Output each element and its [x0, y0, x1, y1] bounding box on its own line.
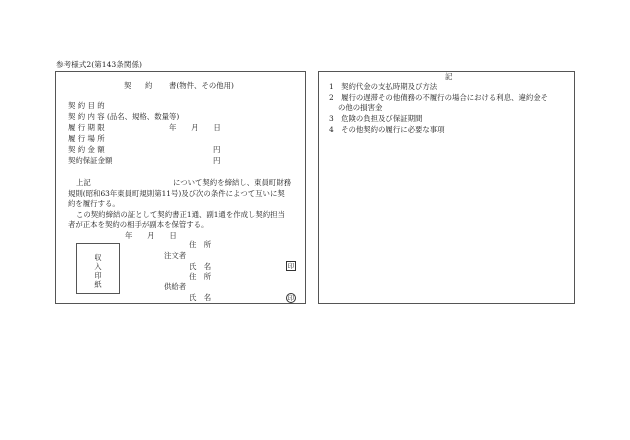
- stamp-char-3: 印: [94, 271, 102, 280]
- title-char-1: 契: [124, 81, 132, 90]
- body-text-4: この契約締結の証として契約書正1通、副1通を作成し契約担当: [76, 210, 285, 219]
- body-text-1b: について契約を締結し、東員町財務: [173, 178, 292, 187]
- supplier-label: 供給者: [164, 282, 187, 291]
- orderer-label: 注文者: [164, 251, 187, 260]
- field-label-place: 履 行 場 所: [68, 134, 105, 143]
- orderer-name-label: 氏 名: [189, 262, 212, 271]
- field-label-deadline: 履 行 期 限: [68, 123, 105, 132]
- orderer-address-label: 住 所: [189, 240, 212, 249]
- contract-date: 年 月 日: [125, 231, 177, 240]
- body-text-1a: 上記: [76, 178, 91, 187]
- body-text-3: 約を履行する。: [68, 199, 120, 208]
- supplier-address-label: 住 所: [189, 272, 212, 281]
- field-value-deadline: 年 月 日: [169, 123, 221, 132]
- body-text-2: 規則(昭和63年東員町規則第11号)及び次の条件によつて互いに契: [68, 189, 285, 198]
- terms-item-3: 3 危険の負担及び保証期間: [329, 114, 423, 123]
- terms-item-4: 4 その他契約の履行に必要な事項: [329, 125, 445, 134]
- supplier-name-label: 氏 名: [189, 293, 212, 302]
- terms-item-1: 1 契約代金の支払時期及び方法: [329, 82, 438, 91]
- field-label-deposit: 契約保証金額: [68, 156, 113, 165]
- field-value-amount: 円: [213, 145, 221, 154]
- supplier-seal-mark: 印: [287, 294, 295, 302]
- terms-item-2-cont: の他の損害金: [338, 103, 383, 112]
- stamp-char-4: 紙: [94, 280, 102, 289]
- title-char-2: 約: [145, 81, 153, 90]
- stamp-char-2: 入: [94, 262, 102, 271]
- body-text-5: 者が正本を契約の相手が副本を保管する。: [68, 220, 209, 229]
- form-reference: 参考様式2(第143条関係): [56, 60, 142, 69]
- field-label-content: 契 約 内 容 (品名、規格、数量等): [68, 112, 180, 121]
- revenue-stamp-box: [76, 243, 120, 294]
- terms-heading: 記: [445, 72, 453, 81]
- field-label-amount: 契 約 金 額: [68, 145, 105, 154]
- field-label-purpose: 契 約 目 的: [68, 101, 105, 110]
- terms-item-2: 2 履行の遅滞その他債務の不履行の場合における利息、違約金そ: [329, 93, 549, 102]
- orderer-seal-mark: 印: [287, 262, 295, 270]
- stamp-char-1: 収: [94, 253, 102, 262]
- contract-title: 書(物件、その他用): [169, 81, 234, 90]
- field-value-deposit: 円: [213, 156, 221, 165]
